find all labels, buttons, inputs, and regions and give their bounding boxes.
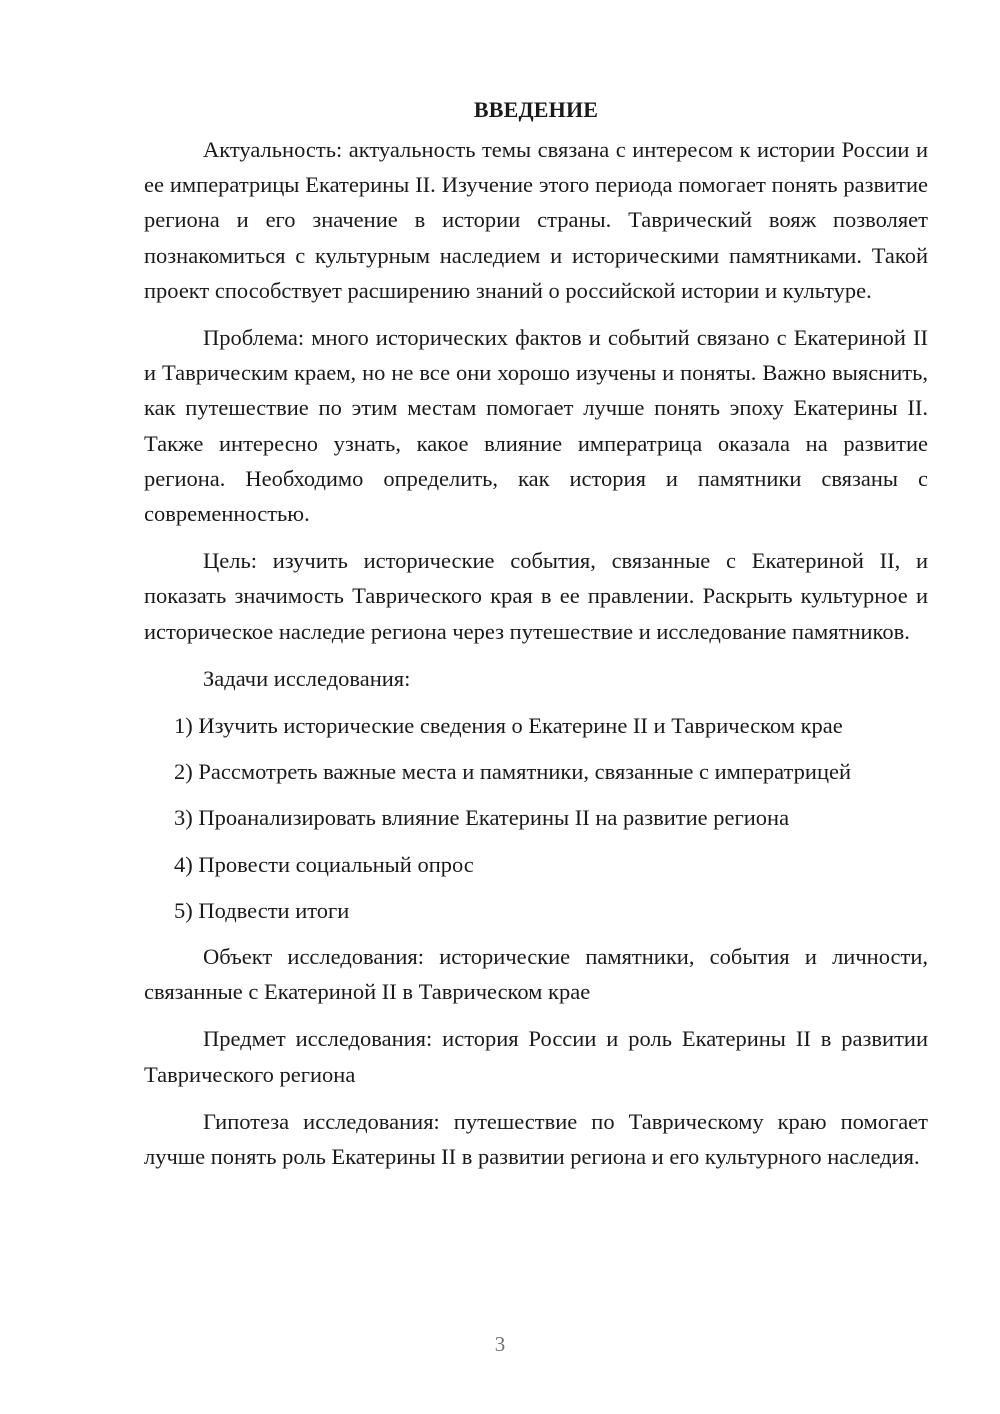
list-item: 1) Изучить исторические сведения о Екатерине II и Таврическом крае [174,713,843,739]
document-page [144,90,928,1186]
page-title: ВВЕДЕНИЕ [473,97,599,122]
tasks-list [144,708,928,928]
list-item: 5) Подвести итоги [174,897,350,923]
relevance-paragraph: Актуальность: актуальность темы связана с интересом к истории России и ее императрицы Екатерины II. Изучение этого периода помогает понять развитие региона и его значение в истории страны. Таврический вояж позволяет познакомиться с культурным наследием и историческими памятниками. Такой проект способствует расширению знаний о российской истории и культуре. [144,137,928,303]
problem-paragraph: Проблема: много исторических фактов и событий связано с Екатериной II и Таврическим краем, но не все они хорошо изучены и поняты. Важно выяснить, как путешествие по этим местам помогает лучше понять эпоху Екатерины II. Также интересно узнать, какое влияние императрица оказала на развитие региона. Необходимо определить, как история и памятники связаны с современностью. [144,325,928,527]
list-item: 2) Рассмотреть важные места и памятники, связанные с императрицей [174,759,852,785]
hypothesis-paragraph: Гипотеза исследования: путешествие по Таврическому краю помогает лучше понять роль Екатерины II в развитии региона и его культурного наследия. [144,1108,928,1170]
tasks-label: Задачи исследования: [203,665,411,691]
goal-paragraph: Цель: изучить исторические события, связанные с Екатериной II, и показать значимость Таврического края в ее правлении. Раскрыть культурное и историческое наследие региона через путешествие и исследование памятников. [144,548,928,644]
list-item: 3) Проанализировать влияние Екатерины II на развитие региона [174,805,790,831]
object-paragraph: Объект исследования: исторические памятники, события и личности, связанные с Екатериной II в Таврическом крае [144,944,928,1005]
page-number: 3 [494,1332,506,1356]
subject-paragraph: Предмет исследования: история России и роль Екатерины II в развитии Таврического региона [144,1026,928,1087]
list-item: 4) Провести социальный опрос [174,851,474,877]
